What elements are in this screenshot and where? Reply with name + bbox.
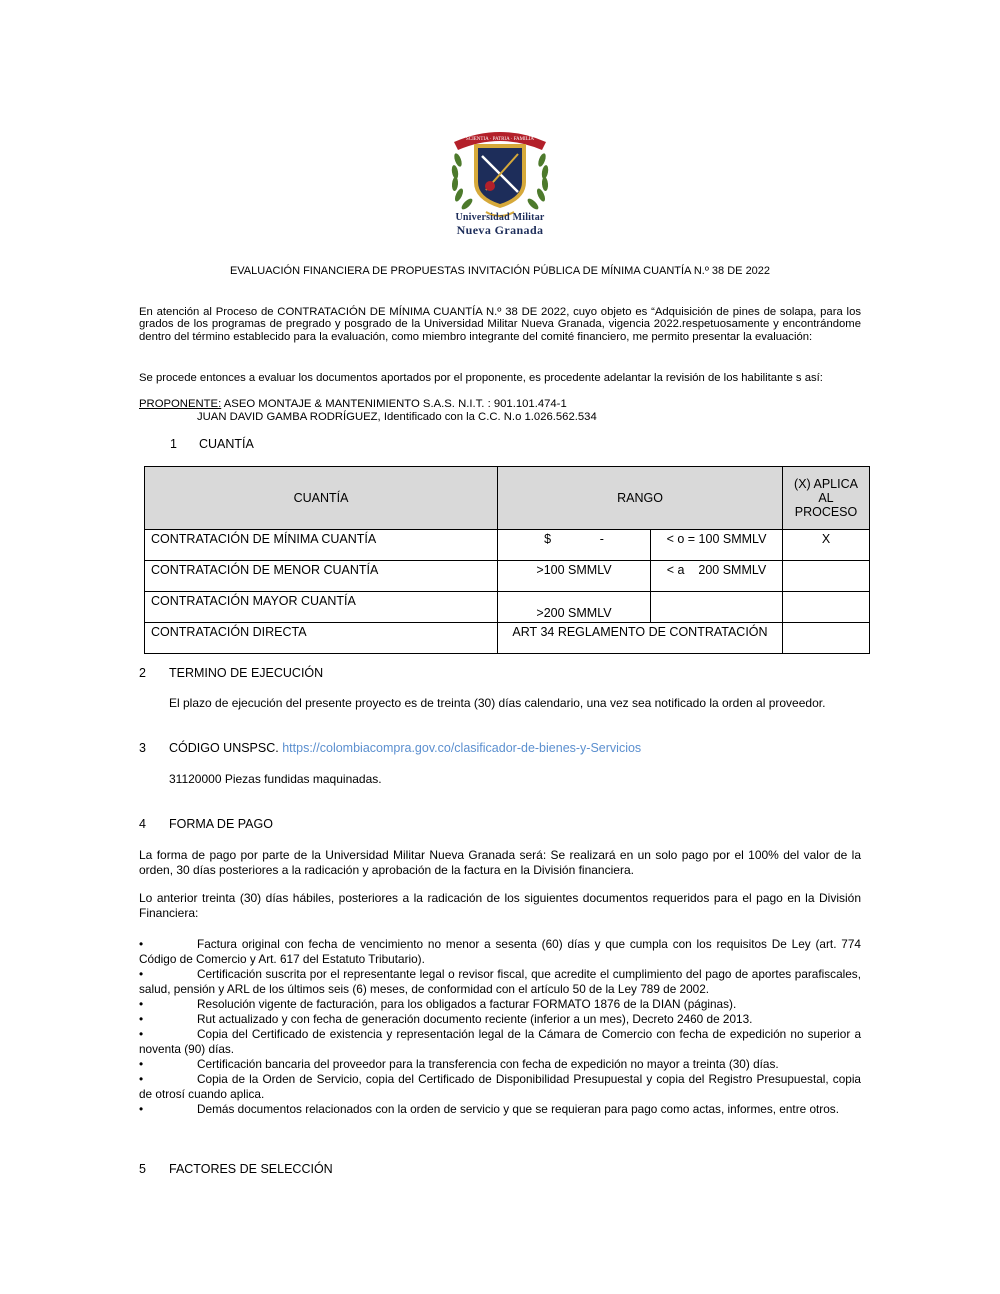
bullet-icon: •: [139, 997, 144, 1011]
row-name: CONTRATACIÓN MAYOR CUANTÍA: [145, 592, 498, 623]
section-title: FACTORES DE SELECCIÓN: [169, 1162, 333, 1176]
header-cuantia: CUANTÍA: [145, 467, 498, 530]
list-item: [139, 967, 861, 997]
row-aplica: [783, 623, 870, 654]
row-aplica: [783, 592, 870, 623]
row-name: CONTRATACIÓN DIRECTA: [145, 623, 498, 654]
row-name: CONTRATACIÓN DE MÍNIMA CUANTÍA: [145, 530, 498, 561]
procede-paragraph: Se procede entonces a evaluar los documentos aportados por el proponente, es procedente adelantar la revisión de los habilitante s así:: [139, 372, 823, 384]
bullet-icon: •: [139, 937, 144, 951]
list-item: [139, 937, 861, 967]
list-item-text: Copia del Certificado de existencia y representación legal de la Cámara de Comercio con fecha de expedición no superior a noventa (90) días.: [139, 1027, 861, 1056]
list-item: [139, 1027, 861, 1057]
bullet-icon: •: [139, 967, 144, 981]
bullet-icon: •: [139, 1057, 144, 1071]
list-item-text: Rut actualizado y con fecha de generación documento reciente (inferior a un mes), Decreto 2460 de 2013.: [197, 1012, 753, 1026]
table-row: [145, 530, 870, 561]
section-number: 4: [139, 817, 146, 831]
cuantia-table: [144, 466, 870, 654]
bullet-icon: •: [139, 1012, 144, 1026]
list-item-text: Certificación bancaria del proveedor para la transferencia con fecha de expedición no mayor a treinta (30) días.: [197, 1057, 779, 1071]
section-number: 3: [139, 741, 146, 755]
forma-pago-paragraph: La forma de pago por parte de la Universidad Militar Nueva Granada será: Se realizará en un solo pago por el 100% del valor de la orden, 30 días posteriores a la radicación y aprobación de la factura en la División financiera.: [139, 848, 861, 877]
section-number: 2: [139, 666, 146, 680]
row-range-max: < a 200 SMMLV: [651, 561, 783, 592]
row-range-min: >200 SMMLV: [498, 592, 651, 623]
table-header-row: [145, 467, 870, 530]
list-item: [139, 1072, 861, 1102]
section-title: FORMA DE PAGO: [169, 817, 273, 831]
list-item: [139, 997, 861, 1012]
section-cuantia-heading: [170, 437, 254, 451]
section-termino-heading: [139, 666, 323, 680]
list-item-text: Demás documentos relacionados con la orden de servicio y que se requieran para pago como actas, informes, entre otros.: [197, 1102, 839, 1116]
list-item-text: Factura original con fecha de vencimiento no menor a sesenta (60) días y que cumpla con los requisitos De Ley (art. 774 Código de Comercio y Art. 617 del Estatuto Tributario).: [139, 937, 861, 966]
codigo-paragraph: 31120000 Piezas fundidas maquinadas.: [169, 772, 382, 786]
list-item: [139, 1012, 861, 1027]
section-title: TERMINO DE EJECUCIÓN: [169, 666, 324, 680]
section-title: CÓDIGO UNSPSC.: [169, 741, 279, 755]
header-aplica: (X) APLICA AL PROCESO: [783, 467, 870, 530]
plazo-paragraph: El plazo de ejecución del presente proyecto es de treinta (30) días calendario, una vez sea notificado la orden al proveedor.: [169, 696, 826, 710]
bullet-icon: •: [139, 1027, 144, 1041]
table-row: [145, 561, 870, 592]
proponente-block: [139, 398, 597, 423]
list-item-text: Resolución vigente de facturación, para los obligados a facturar FORMATO 1876 de la DIAN (páginas).: [197, 997, 737, 1011]
row-range-min: $ -: [498, 530, 651, 561]
table-row: [145, 592, 870, 623]
section-codigo-heading: [139, 741, 641, 755]
document-title: EVALUACIÓN FINANCIERA DE PROPUESTAS INVITACIÓN PÚBLICA DE MÍNIMA CUANTÍA N.º 38 DE 2022: [229, 265, 771, 277]
list-item: [139, 1057, 861, 1072]
anterior-paragraph: Lo anterior treinta (30) días hábiles, posteriores a la radicación de los siguientes documentos requeridos para el pago en la División Financiera:: [139, 891, 861, 920]
row-range-max: < o = 100 SMMLV: [651, 530, 783, 561]
table-row: [145, 623, 870, 654]
section-forma-pago-heading: [139, 817, 273, 831]
intro-paragraph: En atención al Proceso de CONTRATACIÓN DE MÍNIMA CUANTÍA N.º 38 DE 2022, cuyo objeto es “Adquisición de pines de solapa, para los grados de los programas de pregrado y posgrado de la Universidad Militar Nueva Granada, vigencia 2022.respetuosamente y encontrándome dentro del término establecido para la evaluación, como miembro integrante del comité financiero, me permito presentar la evaluación:: [139, 306, 861, 343]
row-range-min: >100 SMMLV: [498, 561, 651, 592]
proponente-company: ASEO MONTAJE & MANTENIMIENTO S.A.S. N.I.T. : 901.101.474-1: [221, 398, 567, 410]
row-range-max: [651, 592, 783, 623]
section-title: CUANTÍA: [199, 437, 254, 451]
unspsc-link[interactable]: https://colombiacompra.gov.co/clasificador-de-bienes-y-Servicios: [282, 741, 642, 755]
section-number: 5: [139, 1162, 146, 1176]
row-aplica: X: [783, 530, 870, 561]
requirements-list: [139, 937, 861, 1117]
row-range-merged: ART 34 REGLAMENTO DE CONTRATACIÓN: [498, 623, 783, 654]
list-item-text: Certificación suscrita por el representante legal o revisor fiscal, que acredite el cumplimiento del pago de aportes parafiscales, salud, pensión y ARL de los últimos seis (6) meses, de conformidad con el artículo 50 de la Ley 789 de 2002.: [139, 967, 861, 996]
university-name-line2: Nueva Granada: [456, 223, 544, 237]
section-factores-heading: [139, 1162, 333, 1176]
list-item: [139, 1102, 861, 1117]
list-item-text: Copia de la Orden de Servicio, copia del Certificado de Disponibilidad Presupuestal y copia del Registro Presupuestal, copia de otrosí cuando aplica.: [139, 1072, 861, 1101]
row-aplica: [783, 561, 870, 592]
proponente-representative: JUAN DAVID GAMBA RODRÍGUEZ, Identificado con la C.C. N.o 1.026.562.534: [197, 410, 597, 423]
bullet-icon: •: [139, 1102, 144, 1116]
section-number: 1: [170, 437, 177, 451]
row-name: CONTRATACIÓN DE MENOR CUANTÍA: [145, 561, 498, 592]
logo-motto: SCIENTIA · PATRIA · FAMILIA: [465, 137, 535, 142]
university-name-line1: Universidad Militar: [455, 212, 545, 223]
header-rango: RANGO: [498, 467, 783, 530]
bullet-icon: •: [139, 1072, 144, 1086]
proponente-label: PROPONENTE:: [139, 398, 222, 410]
university-name: [430, 212, 570, 236]
